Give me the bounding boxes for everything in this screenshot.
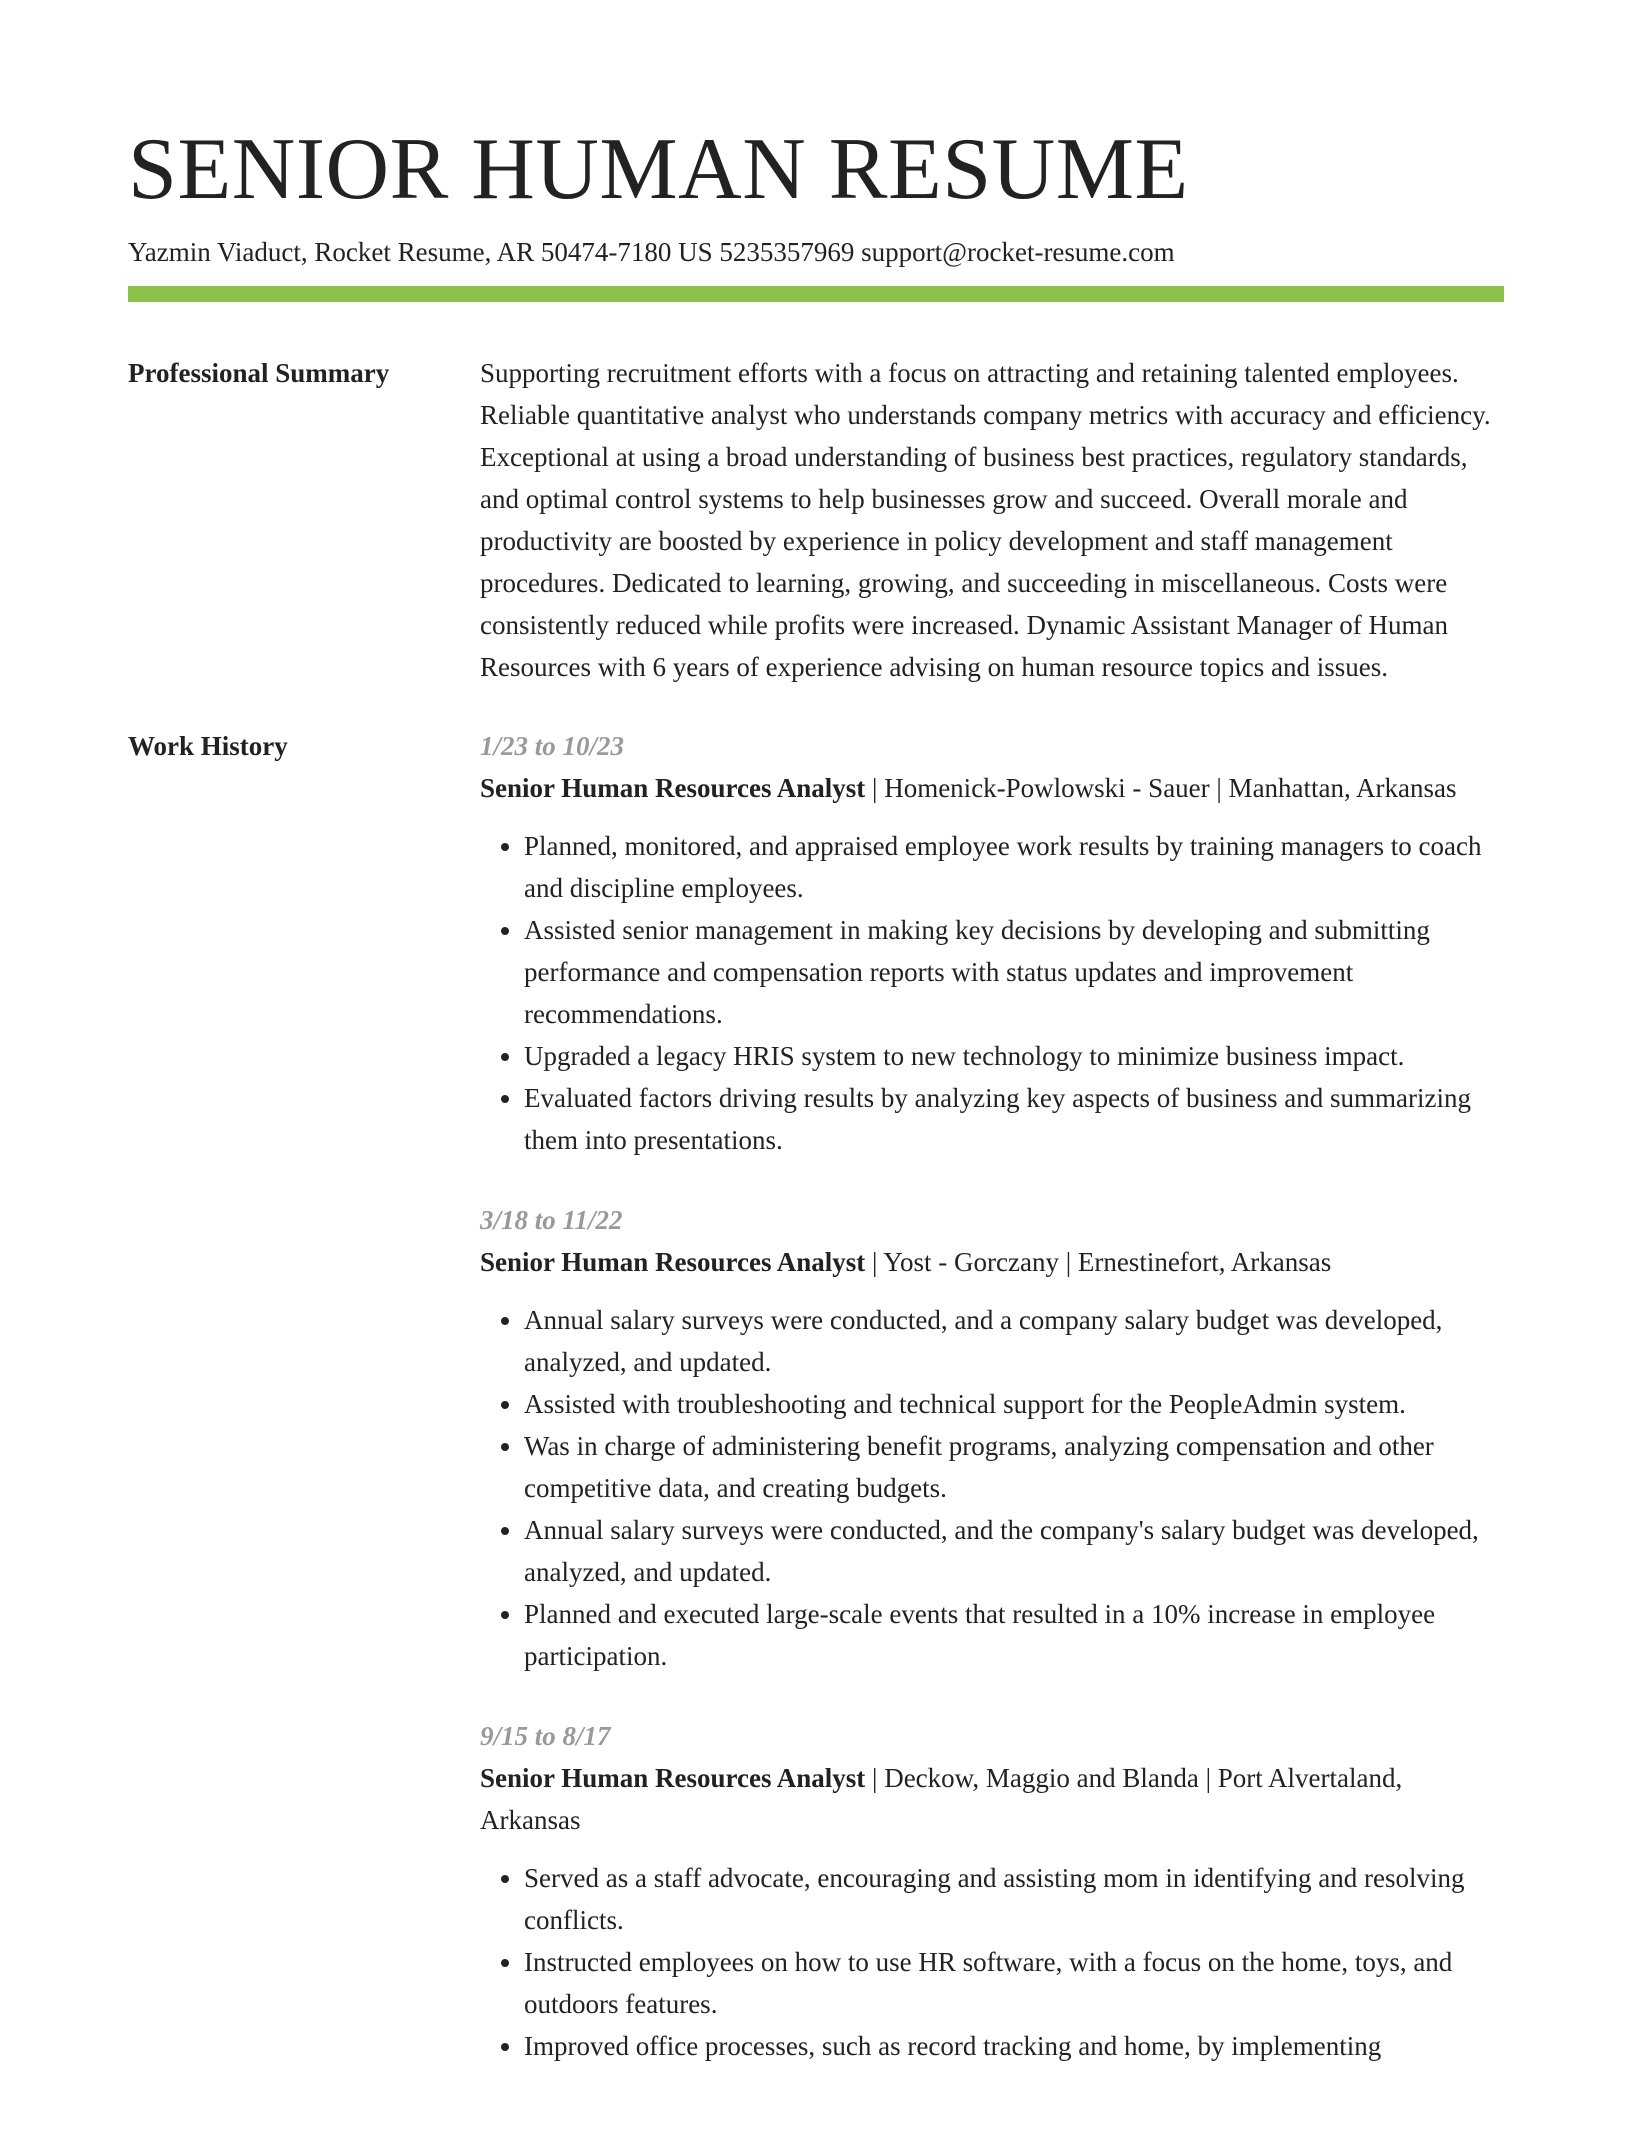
job-company-location: | Yost - Gorczany | Ernestinefort, Arkansas [865, 1247, 1332, 1277]
job-bullets [480, 1857, 1504, 2067]
job-heading [480, 1241, 1504, 1283]
job-title: Senior Human Resources Analyst [480, 1763, 866, 1793]
summary-section [128, 352, 1504, 688]
work-history-label: Work History [128, 731, 288, 761]
header-divider [128, 286, 1504, 302]
job-bullet: • Assisted with troubleshooting and technical support for the PeopleAdmin system. [524, 1383, 1504, 1425]
job-entry [480, 1715, 1504, 2067]
job-bullet: • Planned and executed large-scale events that resulted in a 10% increase in employee participation. [524, 1593, 1504, 1677]
resume-title: SENIOR HUMAN RESUME [128, 121, 1189, 218]
work-history-body [480, 725, 1504, 2105]
resume-page [128, 118, 1504, 2142]
job-bullet: • Planned, monitored, and appraised employee work results by training managers to coach and discipline employees. [524, 825, 1504, 909]
job-title: Senior Human Resources Analyst [480, 1247, 866, 1277]
job-entry [480, 1199, 1504, 1677]
job-company-location: | Deckow, Maggio and Blanda | Port Alvertaland, Arkansas [480, 1763, 1403, 1835]
contact-address: Yazmin Viaduct, Rocket Resume, AR 50474-7180 US [128, 237, 713, 267]
job-dates: 3/18 to 11/22 [480, 1205, 623, 1235]
contact-email: support@rocket-resume.com [861, 237, 1175, 267]
job-bullet: • Was in charge of administering benefit programs, analyzing compensation and other competitive data, and creating budgets. [524, 1425, 1504, 1509]
job-company-location: | Homenick-Powlowski - Sauer | Manhattan, Arkansas [865, 773, 1457, 803]
job-dates: 9/15 to 8/17 [480, 1721, 611, 1751]
job-bullet: • Improved office processes, such as record tracking and home, by implementing [524, 2025, 1504, 2067]
work-history-section [128, 725, 1504, 2105]
job-bullet: • Upgraded a legacy HRIS system to new technology to minimize business impact. [524, 1035, 1504, 1077]
job-bullet: • Evaluated factors driving results by analyzing key aspects of business and summarizing them into presentations. [524, 1077, 1504, 1161]
job-heading [480, 767, 1504, 809]
job-dates: 1/23 to 10/23 [480, 731, 625, 761]
job-bullet: • Instructed employees on how to use HR software, with a focus on the home, toys, and outdoors features. [524, 1941, 1504, 2025]
job-title: Senior Human Resources Analyst [480, 773, 866, 803]
job-bullets [480, 1299, 1504, 1677]
summary-body [480, 352, 1504, 688]
job-bullet: • Served as a staff advocate, encouraging and assisting mom in identifying and resolving conflicts. [524, 1857, 1504, 1941]
contact-phone: 5235357969 [719, 237, 855, 267]
job-bullets [480, 825, 1504, 1161]
job-bullet: • Annual salary surveys were conducted, and the company's salary budget was developed, analyzed, and updated. [524, 1509, 1504, 1593]
contact-line [128, 234, 1504, 270]
job-bullet: • Assisted senior management in making key decisions by developing and submitting performance and compensation reports with status updates and improvement recommendations. [524, 909, 1504, 1035]
job-entry [480, 725, 1504, 1161]
summary-label: Professional Summary [128, 358, 390, 388]
summary-text: Supporting recruitment efforts with a focus on attracting and retaining talented employees. Reliable quantitative analyst who understands company metrics with accuracy and efficiency. Exceptional at using a broad understanding of business best practices, regulatory standards, and optimal control systems to help businesses grow and succeed. Overall morale and productivity are boosted by experience in policy development and staff management procedures. Dedicated to learning, growing, and succeeding in miscellaneous. Costs were consistently reduced while profits were increased. Dynamic Assistant Manager of Human Resources with 6 years of experience advising on human resource topics and issues. [480, 358, 1491, 682]
job-heading [480, 1757, 1504, 1841]
job-bullet: • Annual salary surveys were conducted, and a company salary budget was developed, analyzed, and updated. [524, 1299, 1504, 1383]
